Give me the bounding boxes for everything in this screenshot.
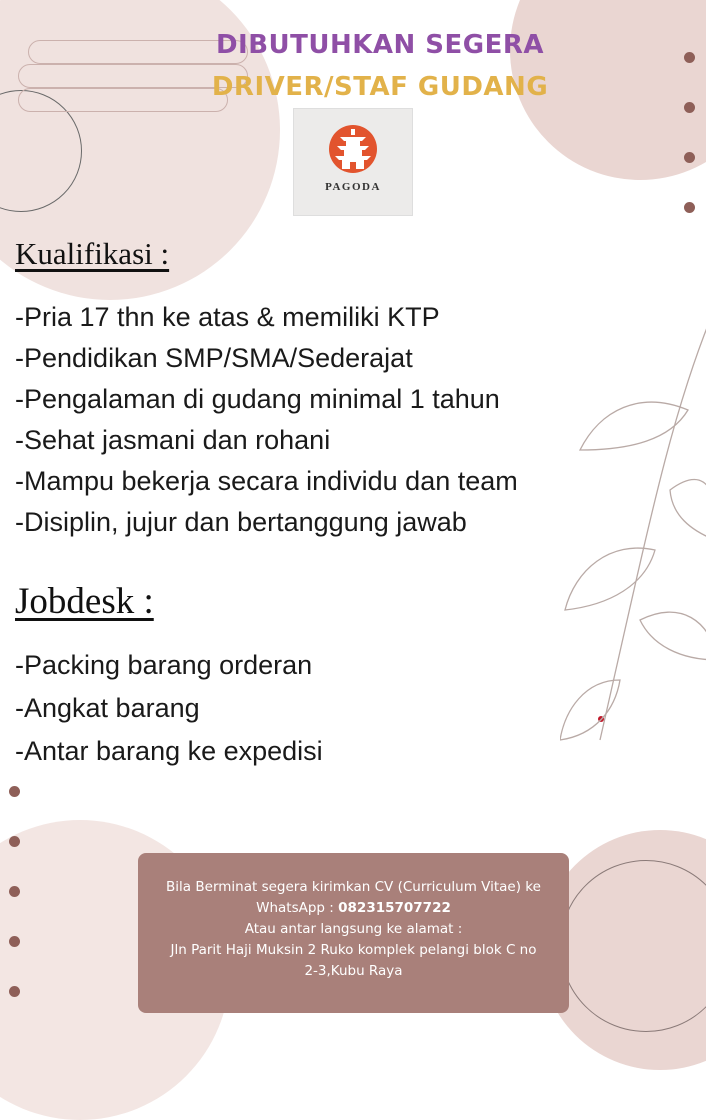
title-line-1: DIBUTUHKAN SEGERA	[215, 30, 545, 60]
pagoda-icon	[332, 127, 374, 173]
decor-dot	[684, 152, 695, 163]
company-logo	[293, 108, 413, 216]
list-item: -Packing barang orderan	[15, 650, 313, 680]
contact-address: Jln Parit Haji Muksin 2 Ruko komplek pelangi blok C no	[170, 942, 537, 958]
qualifications-list	[15, 297, 518, 543]
list-item: -Disiplin, jujur dan bertanggung jawab	[15, 507, 467, 537]
list-item: -Pendidikan SMP/SMA/Sederajat	[15, 343, 413, 373]
qualifications-heading: Kualifikasi :	[15, 236, 170, 271]
title-line-2: DRIVER/STAF GUDANG	[211, 72, 549, 102]
decor-dot	[9, 886, 20, 897]
decor-dot	[9, 986, 20, 997]
decor-dot	[684, 202, 695, 213]
list-item: -Antar barang ke expedisi	[15, 736, 323, 766]
contact-instruction: Bila Berminat segera kirimkan CV (Curriculum Vitae) ke	[166, 879, 541, 895]
list-item: -Pengalaman di gudang minimal 1 tahun	[15, 384, 500, 414]
decor-dot	[9, 786, 20, 797]
decor-dot	[9, 836, 20, 847]
contact-address-intro: Atau antar langsung ke alamat :	[244, 921, 463, 937]
whatsapp-number[interactable]: 082315707722	[338, 900, 451, 916]
decor-dot	[9, 936, 20, 947]
list-item: -Mampu bekerja secara individu dan team	[15, 466, 518, 496]
jobdesk-heading: Jobdesk :	[15, 581, 154, 622]
contact-whatsapp	[138, 898, 569, 919]
whatsapp-label: WhatsApp :	[256, 900, 339, 916]
list-item: -Pria 17 thn ke atas & memiliki KTP	[15, 302, 440, 332]
contact-address-continued: 2-3,Kubu Raya	[304, 963, 403, 979]
list-item: -Sehat jasmani dan rohani	[15, 425, 331, 455]
logo-brand-text: PAGODA	[325, 181, 381, 193]
decor-dot	[684, 102, 695, 113]
jobdesk-list	[15, 644, 323, 773]
contact-info-box	[138, 853, 569, 1013]
list-item: -Angkat barang	[15, 693, 200, 723]
decor-leaf-branch-icon	[560, 300, 706, 760]
